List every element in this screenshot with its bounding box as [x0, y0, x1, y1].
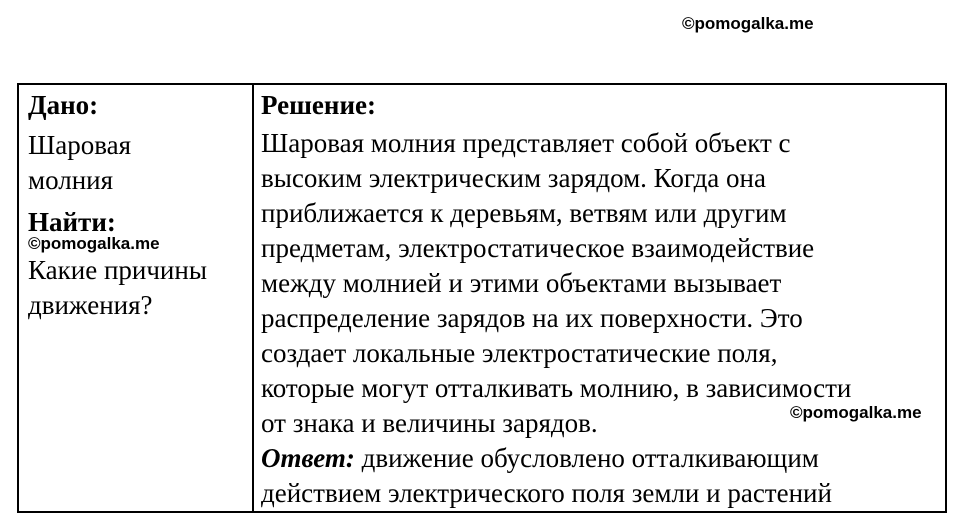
solution-table — [17, 83, 947, 513]
solution-text — [261, 126, 951, 511]
given-line: Шаровая — [28, 130, 132, 160]
find-heading: Найти: — [28, 207, 116, 237]
solution-column — [261, 88, 951, 511]
watermark-right: ©pomogalka.me — [790, 403, 922, 422]
find-line: движения? — [28, 290, 153, 320]
answer-line — [261, 441, 951, 476]
find-line: Какие причины — [28, 255, 207, 285]
solution-line: приближается к деревьям, ветвям или другим — [261, 198, 787, 228]
watermark-left: ©pomogalka.me — [28, 234, 160, 253]
solution-line: которые могут отталкивать молнию, в зависимости — [261, 373, 852, 403]
answer-label: Ответ: — [261, 443, 355, 473]
solution-line: распределение зарядов на их поверхности. Это — [261, 303, 803, 333]
solution-line: от знака и величины зарядов. — [261, 408, 598, 438]
solution-line: создает локальные электростатические поля, — [261, 338, 778, 368]
find-text — [28, 253, 248, 323]
solution-line: Шаровая молния представляет собой объект с — [261, 128, 791, 158]
given-column — [28, 88, 248, 323]
watermark-top: ©pomogalka.me — [682, 14, 814, 33]
answer-line: действием электрического поля земли и растений — [261, 478, 832, 508]
given-line: молния — [28, 165, 114, 195]
solution-line: предметам, электростатическое взаимодействие — [261, 233, 815, 263]
solution-line: высоким электрическим зарядом. Когда она — [261, 163, 766, 193]
answer-text: движение обусловлено отталкивающим — [354, 443, 819, 473]
solution-heading: Решение: — [261, 90, 376, 120]
given-text — [28, 128, 248, 198]
column-divider — [252, 85, 254, 511]
solution-line: между молнией и этими объектами вызывает — [261, 268, 782, 298]
given-heading: Дано: — [28, 90, 99, 120]
